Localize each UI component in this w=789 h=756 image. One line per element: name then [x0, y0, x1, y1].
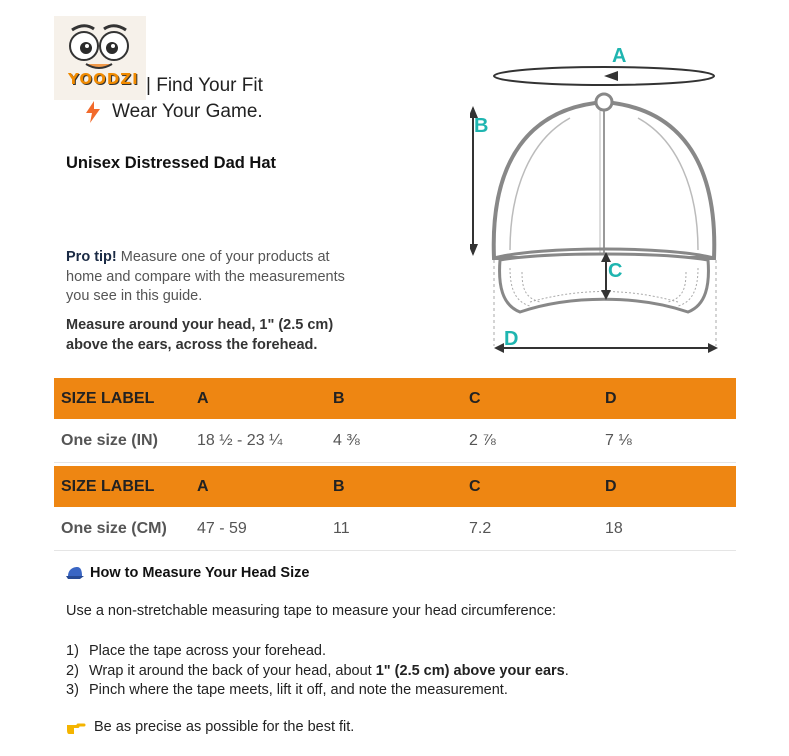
brand-logo [54, 16, 146, 100]
step-item [66, 662, 569, 682]
pro-tip-label: Pro tip! [66, 249, 117, 265]
product-title: Unisex Distressed Dad Hat [66, 154, 276, 172]
header-a: A [197, 389, 209, 407]
header-b: B [333, 477, 345, 495]
value-d: 7 ⅛ [605, 431, 632, 449]
cap-icon [66, 566, 84, 580]
value-a: 18 ½ - 23 ¼ [197, 431, 283, 449]
table-header-row [54, 466, 736, 507]
value-d: 18 [605, 519, 623, 537]
table-header-row [54, 378, 736, 419]
tagline-find-fit: | Find Your Fit [146, 75, 263, 96]
size-table-cm [54, 466, 736, 551]
pro-tip [66, 248, 356, 307]
header-b: B [333, 389, 345, 407]
table-row [54, 507, 736, 551]
tagline-text: Wear Your Game. [112, 101, 263, 122]
step-item [66, 681, 569, 701]
header-d: D [605, 389, 617, 407]
label-b: B [474, 115, 489, 137]
label-a: A [612, 45, 627, 67]
howto-heading [66, 565, 309, 581]
step-text: Place the tape across your forehead. [89, 643, 326, 659]
header-c: C [469, 389, 481, 407]
step-text: Pinch where the tape meets, lift it off, and note the measurement. [89, 682, 508, 698]
header-d: D [605, 477, 617, 495]
label-d: D [504, 328, 519, 350]
howto-steps [66, 642, 569, 701]
step-number: 3) [66, 682, 79, 698]
final-tip [66, 719, 354, 735]
lightning-icon [84, 101, 102, 123]
tagline-wear-game [84, 101, 263, 123]
value-c: 2 ⅞ [469, 431, 496, 449]
size-table-inches [54, 378, 736, 463]
value-c: 7.2 [469, 519, 492, 537]
pro-tip-text: Measure one of your products at home and compare with the measurements you see in this guide. [66, 249, 345, 304]
logo-text: YOODZI [68, 70, 139, 88]
label-c: C [608, 260, 623, 282]
header-size-label: SIZE LABEL [61, 389, 155, 407]
howto-title: How to Measure Your Head Size [90, 565, 310, 581]
value-a: 47 - 59 [197, 519, 247, 537]
cap-diagram [470, 40, 730, 360]
step-text: Wrap it around the back of your head, about 1" (2.5 cm) above your ears. [89, 662, 569, 679]
step-number: 1) [66, 643, 79, 659]
step-item [66, 642, 569, 662]
header-a: A [197, 477, 209, 495]
header-size-label: SIZE LABEL [61, 477, 155, 495]
size-name: One size (IN) [61, 431, 158, 449]
value-b: 4 ⅜ [333, 431, 360, 449]
size-name: One size (CM) [61, 519, 167, 537]
table-row [54, 419, 736, 463]
measure-note: Measure around your head, 1" (2.5 cm) above the ears, across the forehead. [66, 317, 334, 353]
howto-intro: Use a non-stretchable measuring tape to measure your head circumference: [66, 603, 557, 619]
header-c: C [469, 477, 481, 495]
final-tip-text: Be as precise as possible for the best fit. [94, 719, 355, 735]
step-number: 2) [66, 662, 79, 679]
value-b: 11 [333, 519, 350, 537]
pointing-hand-icon [66, 719, 86, 735]
